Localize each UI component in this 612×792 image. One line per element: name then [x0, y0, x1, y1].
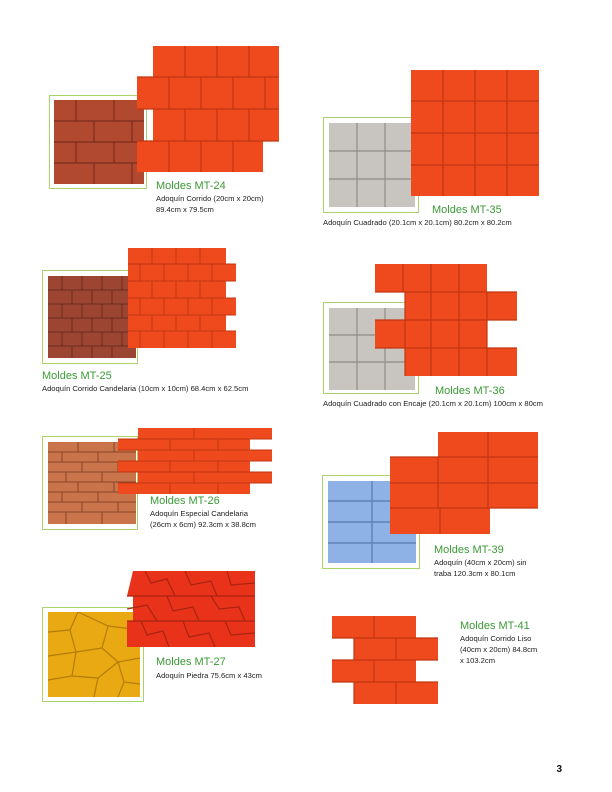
item-title-mt35: Moldes MT-35 — [432, 204, 502, 216]
item-title-mt27: Moldes MT-27 — [156, 656, 226, 668]
item-desc-mt24-line2: 89.4cm x 79.5cm — [156, 205, 214, 214]
item-title-mt41: Moldes MT-41 — [460, 620, 530, 632]
item-desc-mt41-line2: (40cm x 20cm) 84.8cm — [460, 645, 538, 654]
item-desc-mt35-line1: Adoquín Cuadrado (20.1cm x 20.1cm) 80.2cm x 80.2cm — [323, 218, 512, 227]
item-title-mt39: Moldes MT-39 — [434, 544, 504, 556]
item-desc-mt36-line1: Adoquín Cuadrado con Encaje (20.1cm x 20.1cm) 100cm x 80cm — [323, 399, 543, 408]
sample-photo-mt35 — [329, 123, 415, 207]
item-desc-mt25-line1: Adoquín Corrido Candelaria (10cm x 10cm) 68.4cm x 62.5cm — [42, 384, 249, 393]
mold-mt35 — [411, 70, 539, 196]
mold-mt24 — [137, 46, 279, 172]
item-desc-mt39-line2: traba 120.3cm x 80.1cm — [434, 569, 516, 578]
item-desc-mt27-line1: Adoquín Piedra 75.6cm x 43cm — [156, 671, 262, 680]
sample-photo-mt25 — [48, 276, 136, 358]
mold-mt39 — [390, 432, 538, 534]
item-desc-mt41-line1: Adoquín Corrido Liso — [460, 634, 532, 643]
item-desc-mt26-line1: Adoquín Especial Candelaria — [150, 509, 248, 518]
item-desc-mt39-line1: Adoquín (40cm x 20cm) sin — [434, 558, 527, 567]
sample-photo-mt24 — [54, 100, 144, 184]
page-number: 3 — [556, 764, 562, 775]
mold-mt27 — [127, 571, 255, 647]
item-desc-mt26-line2: (26cm x 6cm) 92.3cm x 38.8cm — [150, 520, 256, 529]
mold-mt26 — [118, 428, 272, 494]
mold-mt36 — [375, 264, 517, 376]
item-desc-mt41-line3: x 103.2cm — [460, 656, 496, 665]
mold-mt41 — [332, 616, 438, 704]
item-title-mt25: Moldes MT-25 — [42, 370, 112, 382]
item-title-mt24: Moldes MT-24 — [156, 180, 226, 192]
item-title-mt36: Moldes MT-36 — [435, 385, 505, 397]
mold-mt25 — [128, 248, 236, 348]
item-desc-mt24-line1: Adoquín Corrido (20cm x 20cm) — [156, 194, 264, 203]
item-title-mt26: Moldes MT-26 — [150, 495, 220, 507]
